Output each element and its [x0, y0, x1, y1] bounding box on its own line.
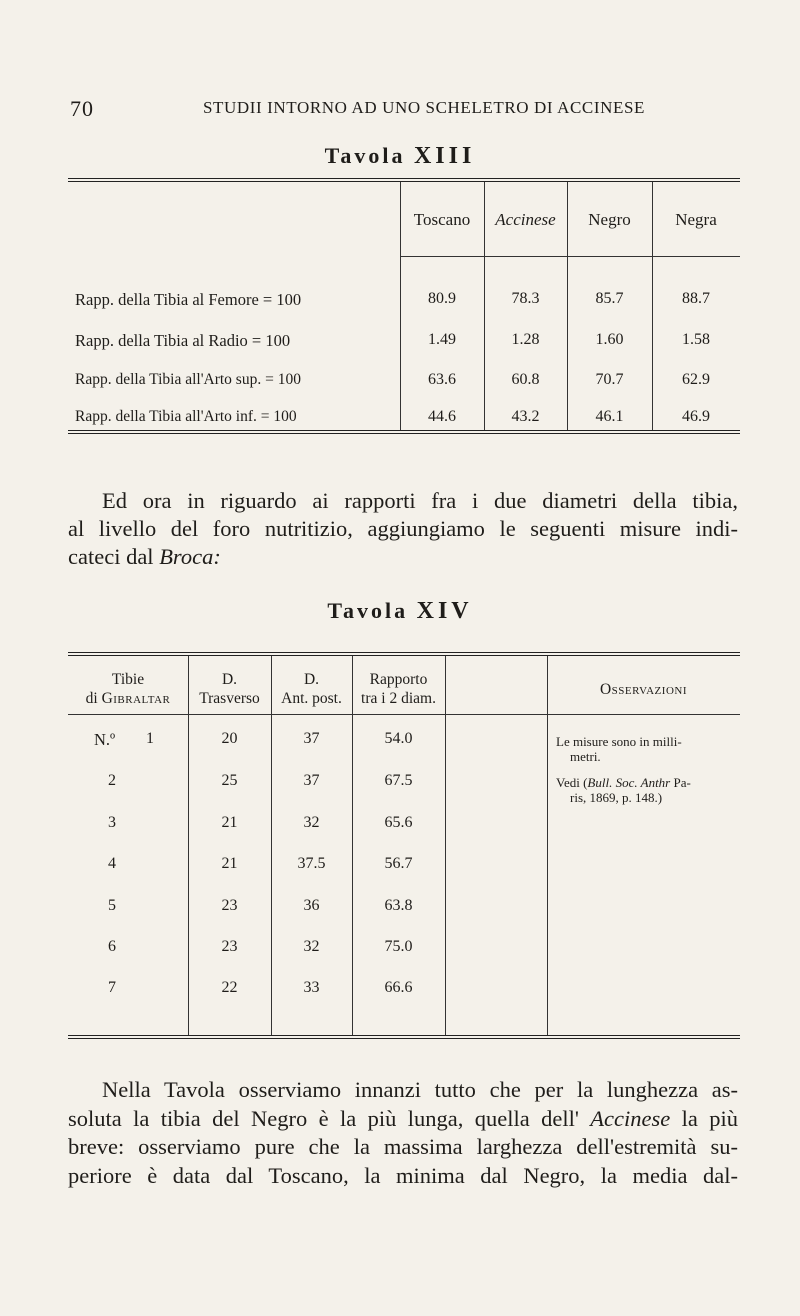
table-14-bottom-rule [68, 1035, 740, 1039]
table-13-title [0, 143, 800, 170]
cell-trasverso: 21 [221, 855, 238, 872]
paragraph-line: al livello del foro nutritizio, aggiungiamo le seguenti misure indi- [68, 516, 738, 541]
table-13-header-rule [400, 256, 740, 257]
table-13-cell: 44.6 [428, 408, 456, 425]
table-13-cell: 78.3 [511, 290, 540, 307]
table-13-cell: 70.7 [595, 371, 624, 388]
observation-line: metri. [570, 749, 601, 764]
paragraph-line: Ed ora in riguardo ai rapporti fra i due diametri della tibia, [102, 488, 738, 513]
header-text-smallcaps: Gibraltar [101, 690, 171, 707]
header-line: tra i 2 diam. [361, 690, 436, 707]
observation-text: Vedi ( [556, 775, 588, 790]
table-14-header-trasverso [188, 670, 271, 708]
header-line: D. [221, 671, 238, 688]
table-14-header-osservazioni: Osservazioni [599, 681, 687, 698]
row-prefix: N.º [94, 730, 116, 749]
table-13-cell: 80.9 [428, 290, 456, 307]
table-13-row-label: Rapp. della Tibia al Femore = 100 [75, 290, 302, 309]
table-13-bottom-rule [68, 430, 740, 434]
table-13-cell: 63.6 [428, 371, 456, 388]
observation-note-1 [556, 734, 736, 764]
table-13-cell: 43.2 [511, 408, 540, 425]
paragraph-line [68, 1105, 738, 1134]
header-line: D. [303, 671, 320, 688]
row-number: 6 [108, 938, 116, 955]
running-title: STUDII INTORNO AD UNO SCHELETRO DI ACCINESE [203, 98, 645, 117]
table-14-top-rule [68, 652, 740, 656]
cell-antpost: 37.5 [297, 855, 326, 872]
page-number: 70 [70, 96, 94, 121]
paragraph-line: periore è data dal Toscano, la minima dal Negro, la media dal- [68, 1162, 738, 1188]
table-13-cell: 46.1 [595, 408, 624, 425]
paragraph-text: la più [670, 1105, 738, 1131]
observation-line: ris, 1869, p. 148.) [570, 790, 663, 805]
table-13-cell: 60.8 [511, 371, 540, 388]
cell-rapporto: 67.5 [384, 772, 413, 789]
paragraph-line: breve: osserviamo pure che la massima larghezza dell'estremità su- [68, 1134, 738, 1159]
cell-trasverso: 25 [221, 772, 238, 789]
table-13-col-header: Negro [588, 210, 631, 229]
header-line [68, 689, 188, 708]
cell-trasverso: 21 [221, 814, 238, 831]
observation-line: Le misure sono in milli- [556, 734, 682, 749]
table-13-cell: 46.9 [682, 408, 710, 425]
table-13-cell: 62.9 [682, 371, 710, 388]
table-13-top-rule [68, 178, 740, 182]
paragraph-line: Nella Tavola osserviamo innanzi tutto che per la lunghezza as- [102, 1077, 738, 1102]
cell-trasverso: 23 [221, 938, 238, 955]
paragraph-2 [68, 1076, 738, 1190]
row-number: 4 [108, 855, 116, 872]
cell-antpost: 33 [303, 979, 320, 996]
table-13-cell: 1.60 [595, 331, 624, 348]
table-14-title-number: XIV [416, 598, 473, 624]
table-13-title-word: Tavola [324, 143, 406, 168]
paragraph-italic-text: Accinese [590, 1105, 671, 1131]
table-14-header-tibie [68, 670, 188, 708]
cell-antpost: 36 [303, 897, 320, 914]
observation-line [556, 775, 736, 790]
header-line: Rapporto [369, 671, 428, 688]
cell-antpost: 32 [303, 814, 320, 831]
table-13-title-number: XIII [413, 143, 476, 169]
cell-trasverso: 20 [221, 730, 238, 747]
cell-rapporto: 65.6 [384, 814, 413, 831]
paragraph-line [68, 543, 738, 571]
cell-rapporto: 75.0 [384, 938, 413, 955]
page-header [0, 96, 800, 120]
table-13-cell: 88.7 [682, 290, 710, 307]
header-line: Trasverso [199, 690, 260, 707]
table-13-col-header: Negra [675, 210, 717, 229]
table-13-col-header: Toscano [413, 210, 471, 229]
paragraph-text: soluta la tibia del Negro è la più lunga, quella dell' [68, 1105, 591, 1131]
cell-rapporto: 63.8 [384, 897, 413, 914]
row-number: 2 [108, 772, 116, 789]
row-number: 7 [108, 979, 116, 996]
table-13-cell: 1.58 [682, 331, 710, 348]
cell-antpost: 37 [303, 772, 320, 789]
table-14-header-rapporto [352, 670, 445, 708]
paragraph-text: cateci dal [68, 544, 160, 569]
table-14-header-rule [68, 714, 740, 715]
row-number: 1 [146, 730, 154, 747]
paragraph-italic-text: Broca: [159, 544, 221, 569]
table-13-row-label: Rapp. della Tibia al Radio = 100 [75, 331, 291, 350]
observation-note-2 [556, 775, 736, 805]
cell-rapporto: 54.0 [384, 730, 413, 747]
cell-rapporto: 56.7 [384, 855, 413, 872]
table-13-col-header: Accinese [495, 210, 556, 229]
cell-trasverso: 23 [221, 897, 238, 914]
table-14-header-antpost [271, 670, 352, 708]
table-14-title [0, 598, 800, 625]
table-13-cell: 85.7 [595, 290, 624, 307]
observation-text: Pa- [670, 775, 691, 790]
table-14-col-divider [445, 656, 446, 1035]
table-14-col-divider [547, 656, 548, 1035]
paragraph-1 [68, 487, 738, 571]
cell-rapporto: 66.6 [384, 979, 413, 996]
cell-trasverso: 22 [221, 979, 238, 996]
header-line: Tibie [111, 671, 145, 688]
row-number: 3 [108, 814, 116, 831]
header-line: Ant. post. [281, 690, 342, 707]
row-number: 5 [108, 897, 116, 914]
cell-antpost: 32 [303, 938, 320, 955]
header-text: di [85, 690, 102, 707]
cell-antpost: 37 [303, 730, 320, 747]
table-14-title-word: Tavola [327, 598, 409, 623]
table-13-row-label: Rapp. della Tibia all'Arto inf. = 100 [75, 408, 297, 425]
table-13-cell: 1.49 [428, 331, 456, 348]
table-13-cell: 1.28 [511, 331, 540, 348]
table-13-row-label: Rapp. della Tibia all'Arto sup. = 100 [75, 371, 301, 388]
observation-italic-text: Bull. Soc. Anthr [587, 775, 671, 790]
